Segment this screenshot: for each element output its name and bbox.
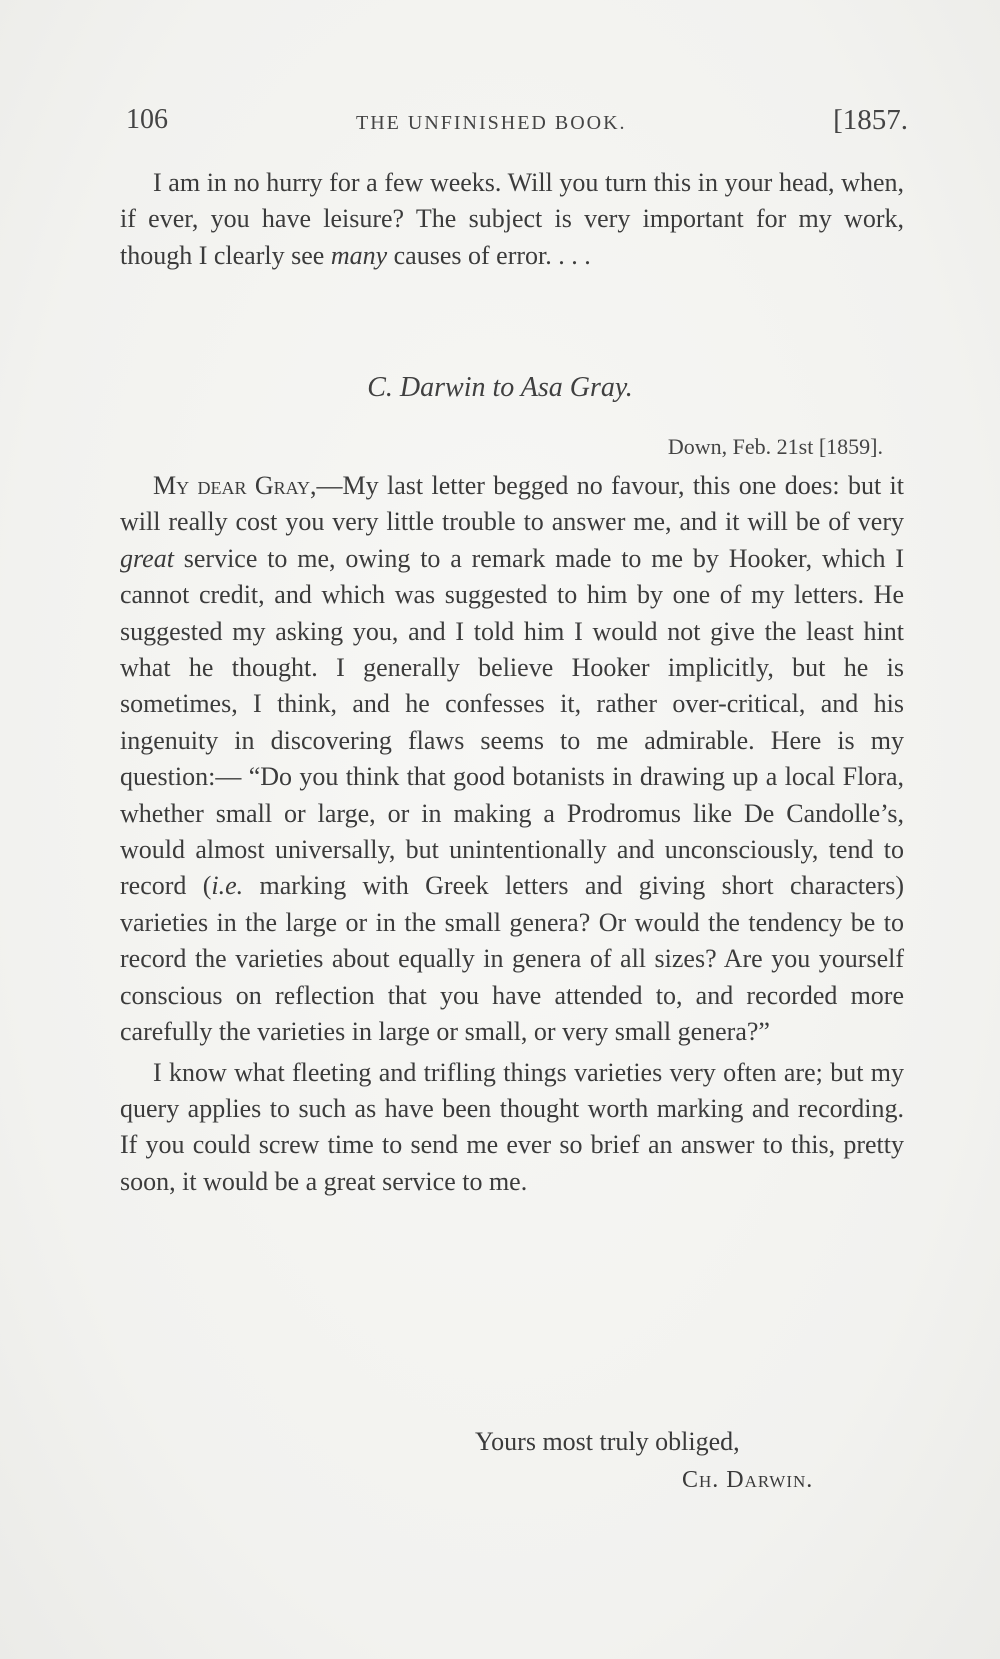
letter-signature: Ch. Darwin. bbox=[682, 1467, 814, 1493]
running-head bbox=[126, 104, 908, 144]
running-title: THE UNFINISHED BOOK. bbox=[356, 112, 627, 134]
letter-closing: Yours most truly obliged, bbox=[475, 1427, 740, 1456]
continuation-paragraph bbox=[120, 165, 904, 274]
letter-dateline: Down, Feb. 21st [1859]. bbox=[667, 434, 883, 459]
emphasis: many bbox=[330, 240, 388, 270]
running-year: [1857. bbox=[833, 104, 908, 136]
text-run: marking with Greek letters and giving short characters) varieties in the large or in the small genera? Or would the tendency be to record the varieties about equally in genera of all sizes? Are you yourself conscious on reflection that you have attended to, and recorded more carefully the varieties in large or small, or very small genera?” bbox=[120, 871, 904, 1047]
page-number: 106 bbox=[126, 104, 168, 135]
letter-body bbox=[120, 468, 904, 1200]
letter-paragraph-1 bbox=[120, 468, 904, 1051]
letter-paragraph-2: I know what fleeting and trifling things varieties very often are; but my query applies to such as have been thought worth marking and recording. If you could screw time to send me ever so brief an answer to this, pretty soon, it would be a great service to me. bbox=[120, 1057, 904, 1196]
salutation: My dear Gray, bbox=[153, 471, 317, 500]
text-run: —My last letter begged no favour, this one does: but it will really cost you very little trouble to answer me, and it will be of very bbox=[120, 471, 905, 537]
text-run: causes of error. . . . bbox=[387, 240, 591, 270]
paragraph-text bbox=[120, 165, 904, 274]
text-run: I am in no hurry for a few weeks. Will you turn this in your head, when, if ever, you have leisure? The subject is very important for my work, though I clearly see bbox=[120, 168, 904, 270]
emphasis: i.e. bbox=[211, 871, 244, 901]
text-run: service to me, owing to a remark made to me by Hooker, which I cannot credit, and which was suggested to him by one of my letters. He suggested my asking you, and I told him I would not give the least hint what he thought. I generally believe Hooker implicitly, but he is sometimes, I think, and he confesses it, rather over-critical, and his ingenuity in discovering flaws seems to me admirable. Here is my question:— “Do you think that good botanists in drawing up a local Flora, whether small or large, or in making a Prodromus like De Candolle’s, would almost universally, but unintentionally and unconsciously, tend to record ( bbox=[120, 543, 904, 901]
letter-heading: C. Darwin to Asa Gray. bbox=[367, 372, 633, 403]
emphasis: great bbox=[120, 543, 174, 573]
